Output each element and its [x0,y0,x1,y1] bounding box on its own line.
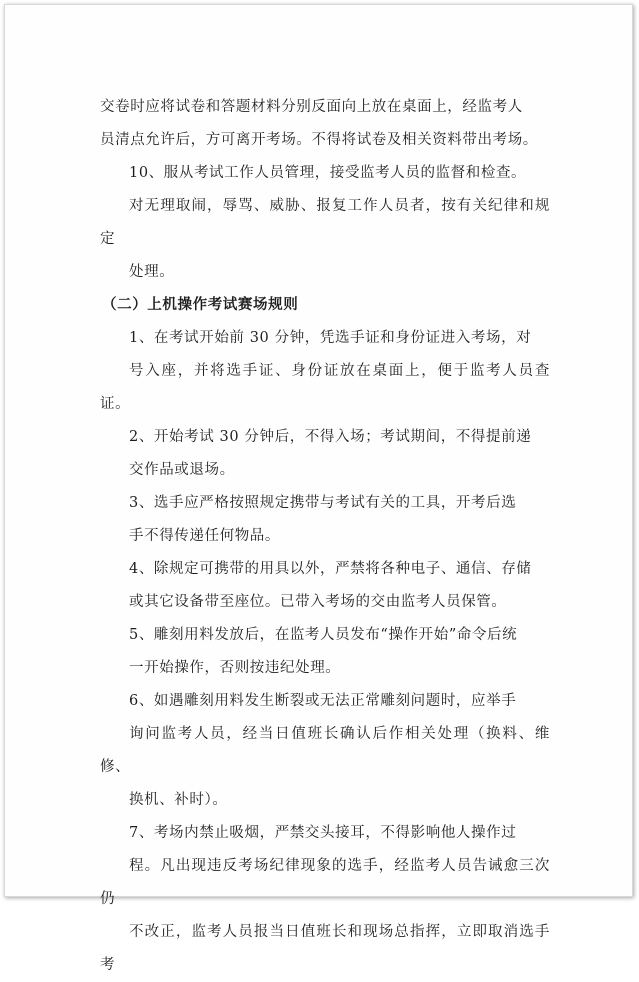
document-body [100,91,550,982]
text-line: 程。凡出现违反考场纪律现象的选手，经监考人员告诫愈三次仍 [100,858,550,907]
text-line: 3、选手应严格按照规定携带与考试有关的工具，开考后选 [129,495,517,511]
continuation-paragraph [100,91,550,157]
rule-item [100,553,550,619]
section-heading [100,289,550,322]
text-line: 交卷时应将试卷和答题材料分别反面向上放在桌面上，经监考人 [100,99,523,115]
text-line: 交作品或退场。 [129,462,235,478]
text-line: 6、如遇雕刻用料发生断裂或无法正常雕刻问题时，应举手 [129,693,517,709]
text-line: 10、服从考试工作人员管理，接受监考人员的监督和检查。 [129,165,527,181]
text-line: 号入座，并将选手证、身份证放在桌面上，便于监考人员查证。 [100,363,550,412]
rule-item [100,322,550,421]
text-line: 2、开始考试 30 分钟后，不得入场；考试期间，不得提前递 [129,429,532,445]
rule-item [100,487,550,553]
rule-item [100,421,550,487]
text-line: 员清点允许后，方可离开考场。不得将试卷及相关资料带出考场。 [100,132,538,148]
text-line: 1、在考试开始前 30 分钟，凭选手证和身份证进入考场，对 [129,330,532,346]
text-line: 询问监考人员，经当日值班长确认后作相关处理（换料、维修、 [100,726,550,775]
text-line: 手不得传递任何物品。 [129,528,280,544]
text-line: 不改正，监考人员报当日值班长和现场总指挥，立即取消选手考 [100,924,550,973]
rule-item [100,817,550,982]
text-line: 对无理取闹，辱骂、威胁、报复工作人员者，按有关纪律和规定 [100,198,550,247]
text-line: 4、除规定可携带的用具以外，严禁将各种电子、通信、存储 [129,561,532,577]
rule-item [100,685,550,817]
document-page [4,4,633,973]
text-line: 5、雕刻用料发放后，在监考人员发布“操作开始”命令后统 [129,627,518,643]
text-line: 换机、补时）。 [129,792,228,808]
text-line: 或其它设备带至座位。已带入考场的交由监考人员保管。 [129,594,507,610]
text-line: 处理。 [129,264,175,280]
rule-item [100,619,550,685]
text-line: （二）上机操作考试赛场规则 [102,297,299,313]
rule-item [100,157,550,289]
text-line: 一开始操作，否则按违纪处理。 [129,660,341,676]
text-line: 7、考场内禁止吸烟，严禁交头接耳，不得影响他人操作过 [129,825,517,841]
